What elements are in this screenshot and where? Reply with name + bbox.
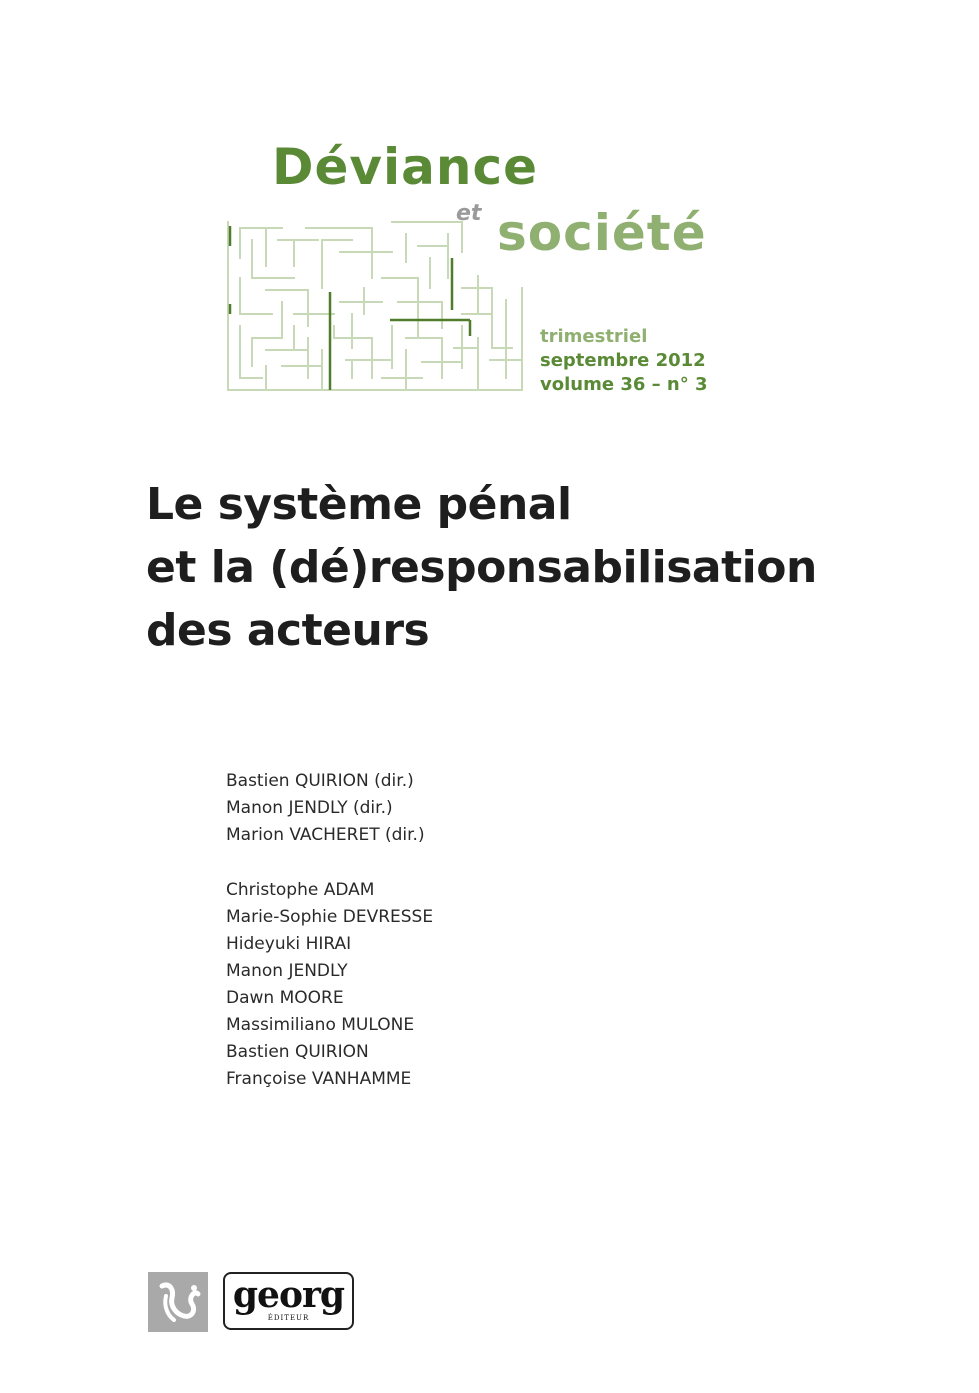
contributor-name: Massimiliano MULONE [226,1015,415,1035]
publisher-logo-sub: ÉDITEUR [267,1314,310,1322]
issue-title-line: et la (dé)responsabilisation [146,542,817,593]
contributor-name: Bastien QUIRION [226,1042,369,1062]
issue-title-line: des acteurs [146,605,430,656]
editor-name: Bastien QUIRION (dir.) [226,771,414,791]
journal-title-deviance: Déviance [272,138,539,196]
issue-title-line: Le système pénal [146,479,572,530]
contributor-name: Hideyuki HIRAI [226,934,352,954]
journal-title-connector: et [456,201,482,226]
maze-graphic [222,218,528,394]
editor-name: Manon JENDLY (dir.) [226,798,393,818]
contributor-name: Manon JENDLY [226,961,348,981]
publisher-emblem-icon [148,1272,208,1332]
publisher-logo-georg [223,1272,354,1330]
issue-title [146,473,817,662]
contributor-name: Dawn MOORE [226,988,344,1008]
publisher-logo-word: georg [232,1274,345,1316]
contributors-list [226,877,433,1093]
contributor-name: Marie-Sophie DEVRESSE [226,907,434,927]
issue-volume: volume 36 – n° 3 [540,374,708,395]
issue-date: septembre 2012 [540,350,706,371]
editors-list [226,768,425,849]
issue-frequency: trimestriel [540,326,648,347]
contributor-name: Christophe ADAM [226,880,375,900]
editor-name: Marion VACHERET (dir.) [226,825,425,845]
journal-title-societe: société [497,204,707,262]
contributor-name: Françoise VANHAMME [226,1069,412,1089]
